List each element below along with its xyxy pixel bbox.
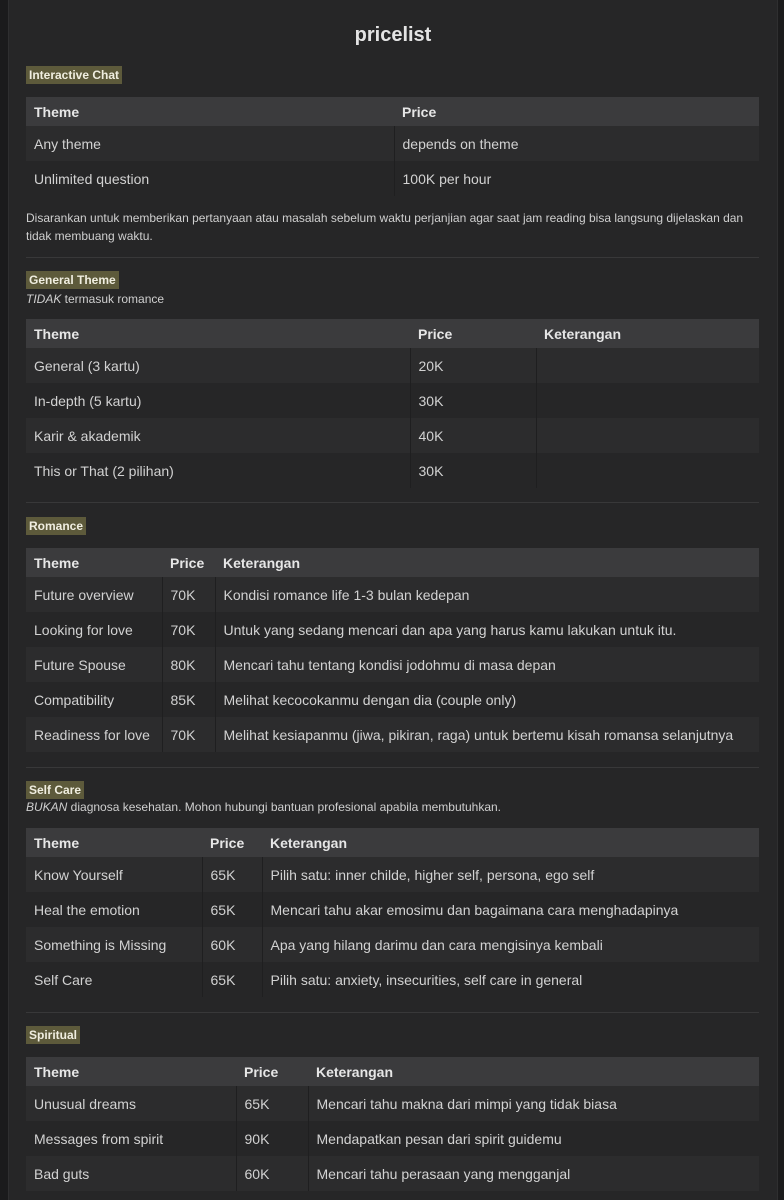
table-row [26,927,759,962]
cell-keterangan: Mencari tahu makna dari mimpi yang tidak biasa [308,1086,759,1121]
table-row [26,647,759,682]
table-row [26,1121,759,1156]
table-row [26,857,759,892]
cell-price: 65K [202,962,262,997]
table-row [26,682,759,717]
cell-theme: Compatibility [26,682,162,717]
table-header-row [26,828,759,857]
cell-price: 60K [236,1156,308,1191]
table-row [26,1086,759,1121]
table-row [26,962,759,997]
interactive-chat-table [26,97,759,196]
header-theme: Theme [26,828,202,857]
cell-keterangan [536,348,759,383]
section-divider [26,257,759,258]
cell-price: 30K [410,453,536,488]
cell-price: 70K [162,577,215,612]
table-row [26,577,759,612]
section-tag-romance: Romance [26,517,86,535]
cell-price: 65K [202,892,262,927]
spiritual-table [26,1057,759,1191]
header-price: Price [236,1057,308,1086]
cell-theme: Future overview [26,577,162,612]
cell-theme: Heal the emotion [26,892,202,927]
cell-theme: Bad guts [26,1156,236,1191]
subtitle-text: diagnosa kesehatan. Mohon hubungi bantuan profesional apabila membutuhkan. [67,800,501,814]
cell-price: 100K per hour [394,161,759,196]
cell-theme: Karir & akademik [26,418,410,453]
header-theme: Theme [26,548,162,577]
cell-theme: Readiness for love [26,717,162,752]
cell-price: 65K [236,1086,308,1121]
cell-price: 70K [162,717,215,752]
cell-keterangan: Mencari tahu tentang kondisi jodohmu di masa depan [215,647,759,682]
table-row [26,418,759,453]
cell-price: 65K [202,857,262,892]
cell-keterangan: Apa yang hilang darimu dan cara mengisinya kembali [262,927,759,962]
cell-price: 90K [236,1121,308,1156]
cell-keterangan: Pilih satu: inner childe, higher self, persona, ego self [262,857,759,892]
general-theme-subtitle [26,292,164,306]
self-care-subtitle [26,800,501,814]
header-keterangan: Keterangan [215,548,759,577]
cell-theme: This or That (2 pilihan) [26,453,410,488]
subtitle-text: termasuk romance [61,292,165,306]
cell-keterangan [536,383,759,418]
cell-keterangan: Melihat kesiapanmu (jiwa, pikiran, raga) untuk bertemu kisah romansa selanjutnya [215,717,759,752]
header-keterangan: Keterangan [262,828,759,857]
table-row [26,383,759,418]
cell-keterangan: Kondisi romance life 1-3 bulan kedepan [215,577,759,612]
table-header-row [26,319,759,348]
cell-theme: In-depth (5 kartu) [26,383,410,418]
pricelist-page [8,0,778,1200]
interactive-chat-note: Disarankan untuk memberikan pertanyaan atau masalah sebelum waktu perjanjian agar saat jam reading bisa langsung dijelaskan dan tidak membuang waktu. [26,211,744,243]
section-tag-general-theme: General Theme [26,271,119,289]
table-row [26,161,759,196]
cell-price: 85K [162,682,215,717]
general-theme-table [26,319,759,488]
page-title: pricelist [354,24,432,46]
header-price: Price [162,548,215,577]
header-price: Price [410,319,536,348]
cell-price: 20K [410,348,536,383]
header-theme: Theme [26,1057,236,1086]
header-theme: Theme [26,97,394,126]
section-tag-spiritual: Spiritual [26,1026,80,1044]
section-tag-self-care: Self Care [26,781,84,799]
cell-theme: Unlimited question [26,161,394,196]
table-row [26,348,759,383]
section-divider [26,1012,759,1013]
table-header-row [26,97,759,126]
cell-keterangan [536,418,759,453]
cell-theme: General (3 kartu) [26,348,410,383]
table-row [26,612,759,647]
cell-theme: Messages from spirit [26,1121,236,1156]
table-row [26,126,759,161]
table-row [26,1156,759,1191]
cell-theme: Looking for love [26,612,162,647]
cell-theme: Unusual dreams [26,1086,236,1121]
header-price: Price [394,97,759,126]
section-tag-interactive-chat: Interactive Chat [26,66,122,84]
header-theme: Theme [26,319,410,348]
cell-keterangan: Pilih satu: anxiety, insecurities, self care in general [262,962,759,997]
cell-theme: Future Spouse [26,647,162,682]
section-divider [26,767,759,768]
self-care-table [26,828,759,997]
cell-keterangan: Mendapatkan pesan dari spirit guidemu [308,1121,759,1156]
header-keterangan: Keterangan [536,319,759,348]
cell-theme: Self Care [26,962,202,997]
romance-table [26,548,759,752]
subtitle-emphasis: TIDAK [26,292,62,306]
cell-price: 80K [162,647,215,682]
header-keterangan: Keterangan [308,1057,759,1086]
header-price: Price [202,828,262,857]
cell-price: depends on theme [394,126,759,161]
table-row [26,453,759,488]
cell-theme: Something is Missing [26,927,202,962]
cell-price: 60K [202,927,262,962]
cell-keterangan: Mencari tahu perasaan yang mengganjal [308,1156,759,1191]
table-row [26,892,759,927]
cell-theme: Any theme [26,126,394,161]
cell-keterangan: Untuk yang sedang mencari dan apa yang harus kamu lakukan untuk itu. [215,612,759,647]
cell-theme: Know Yourself [26,857,202,892]
table-row [26,717,759,752]
cell-price: 30K [410,383,536,418]
cell-keterangan [536,453,759,488]
cell-keterangan: Melihat kecocokanmu dengan dia (couple only) [215,682,759,717]
table-header-row [26,1057,759,1086]
cell-price: 40K [410,418,536,453]
cell-keterangan: Mencari tahu akar emosimu dan bagaimana cara menghadapinya [262,892,759,927]
subtitle-emphasis: BUKAN [26,800,68,814]
table-header-row [26,548,759,577]
cell-price: 70K [162,612,215,647]
section-divider [26,502,759,503]
